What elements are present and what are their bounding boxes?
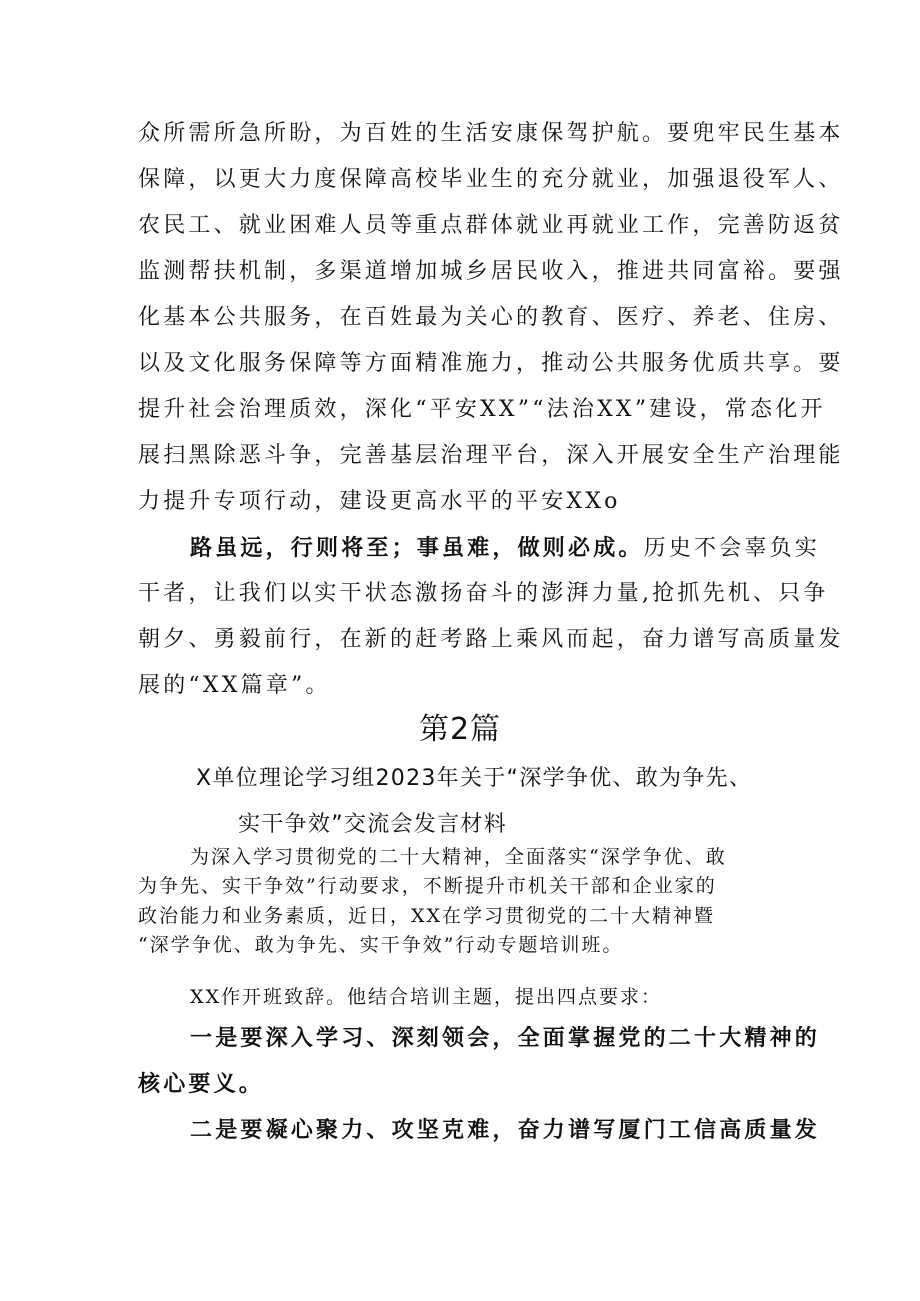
paragraph-line: 展扫黑除恶斗争，完善基层治理平台，深入开展安全生产治理能 (138, 443, 844, 468)
intro-line: 为深入学习贯彻党的二十大精神，全面落实“深学争优、敢 (190, 846, 727, 868)
paragraph-line: 展的“XX篇章”。 (138, 673, 331, 698)
speech-line: XX作开班致辞。他结合培训主题，提出四点要求： (190, 986, 663, 1008)
paragraph-line: 保障，以更大力度保障高校毕业生的充分就业，加强退役军人、 (138, 167, 844, 192)
requirement-1-line-2: 核心要义。 (138, 1071, 265, 1097)
closing-bold-lead: 路虽远，行则将至；事虽难，做则必成。 (190, 535, 644, 561)
paragraph-line: 农民工、就业困难人员等重点群体就业再就业工作，完善防返贫 (138, 213, 844, 238)
intro-line: 为争先、实干争效”行动要求，不断提升市机关干部和企业家的 (138, 875, 717, 897)
paragraph-line: 众所需所急所盼，为百姓的生活安康保驾护航。要兜牢民生基本 (138, 121, 844, 146)
requirement-2-line-1: 二是要凝心聚力、攻坚克难，奋力谱写厦门工信高质量发 (190, 1117, 821, 1143)
paragraph-line: 朝夕、勇毅前行，在新的赶考路上乘风而起，奋力谱写高质量发 (138, 627, 844, 652)
paragraph-line: 以及文化服务保障等方面精准施力，推动公共服务优质共享。要 (138, 351, 844, 376)
paragraph-line: 干者，让我们以实干状态激扬奋斗的澎湃力量,抢抓先机、只争 (138, 581, 829, 606)
closing-lead-rest: 历史不会辜负实 (643, 536, 821, 561)
paragraph-line: 力提升专项行动，建设更高水平的平安XXo (138, 489, 621, 514)
requirement-1-line-1: 一是要深入学习、深刻领会，全面掌握党的二十大精神的 (190, 1025, 821, 1051)
chapter-title-line-2: 实干争效”交流会发言材料 (238, 812, 507, 837)
chapter-heading: 第2篇 (418, 712, 502, 747)
paragraph-line: 提升社会治理质效，深化“平安XX”“法治XX”建设，常态化开 (138, 397, 826, 422)
paragraph-line: 监测帮扶机制，多渠道增加城乡居民收入，推进共同富裕。要强 (138, 259, 844, 284)
closing-paragraph-first-line (190, 533, 820, 564)
intro-line: 政治能力和业务素质，近日，XX在学习贯彻党的二十大精神暨 (138, 905, 716, 927)
paragraph-line: 化基本公共服务，在百姓最为关心的教育、医疗、养老、住房、 (138, 305, 844, 330)
chapter-title-line-1: X单位理论学习组2023年关于“深学争优、敢为争先、 (196, 766, 753, 791)
intro-line: “深学争优、敢为争先、实干争效”行动专题培训班。 (138, 934, 624, 956)
